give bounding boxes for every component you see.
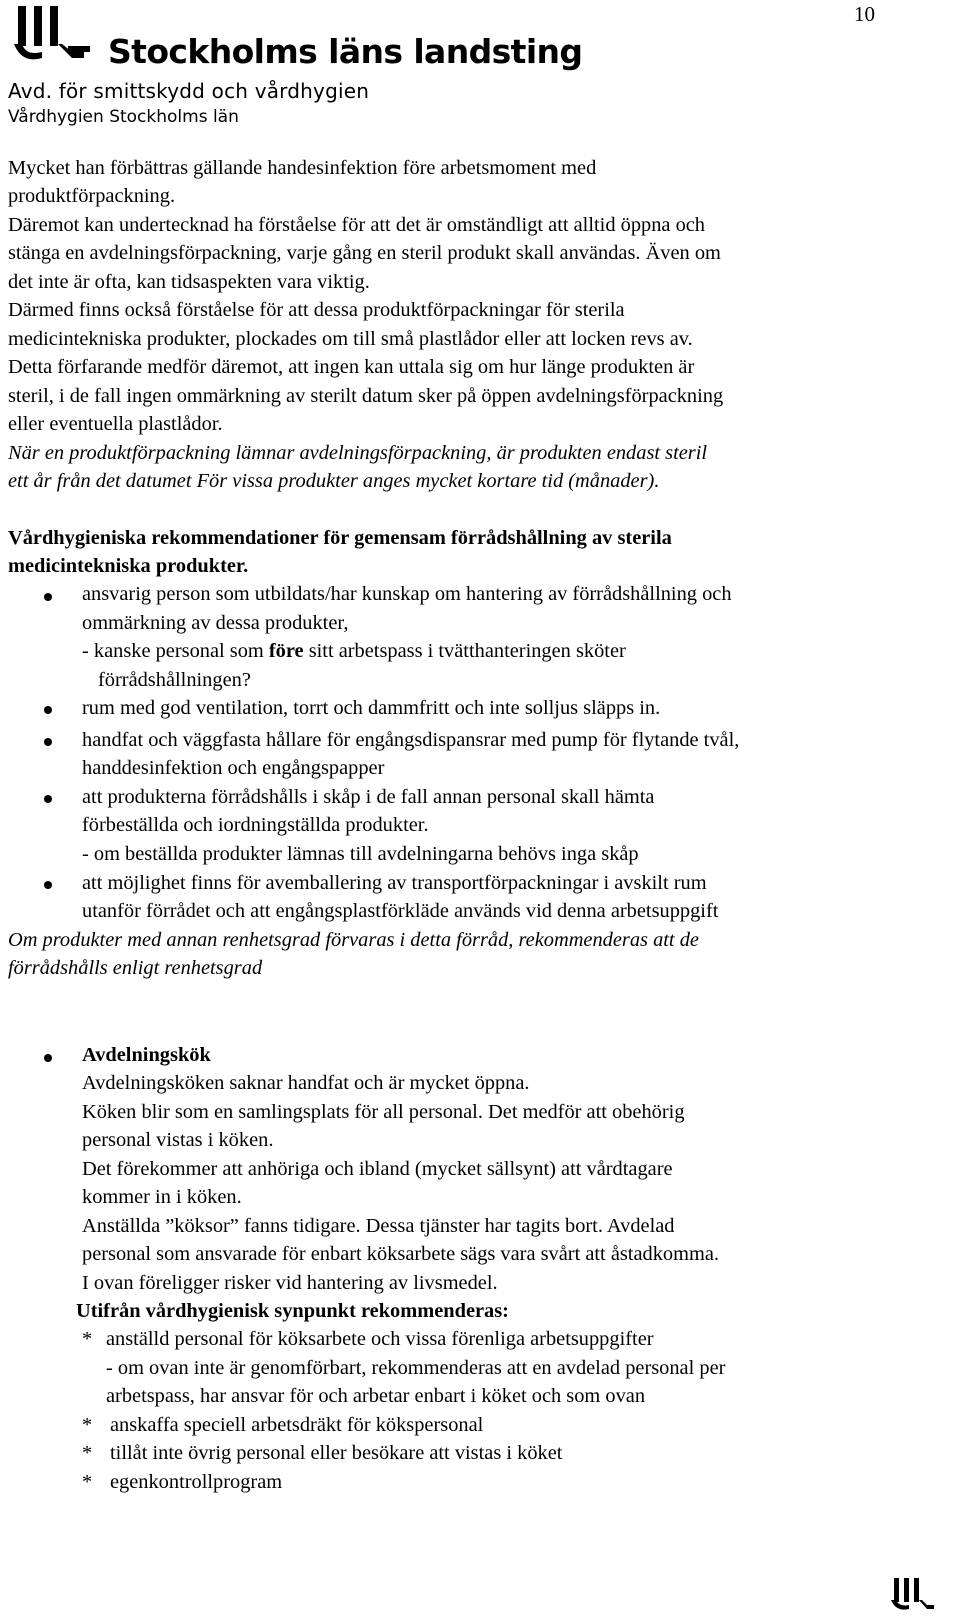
kitchen-recommendation: egenkontrollprogram: [110, 1471, 283, 1493]
intro-line: steril, i de fall ingen ommärkning av sterilt datum sker på öppen avdelningsförpackning: [8, 385, 724, 407]
bullet-icon: [44, 1054, 52, 1062]
star-marker: *: [82, 1442, 93, 1464]
intro-line: Mycket han förbättras gällande handesinfektion före arbetsmoment med: [8, 157, 597, 179]
intro-line: produktförpackning.: [8, 185, 176, 207]
intro-italic-line: ett år från det datumet För vissa produkter anges mycket kortare tid (månader).: [8, 470, 660, 492]
sub-text-bold: före: [268, 640, 304, 662]
recommendations-heading-cont: medicintekniska produkter.: [8, 555, 249, 577]
recommendations-heading: Vårdhygieniska rekommendationer för gemensam förrådshållning av sterila: [8, 527, 672, 549]
kitchen-recommend-heading: Utifrån vårdhygienisk synpunkt rekommenderas:: [76, 1300, 509, 1322]
kitchen-title: Avdelningskök: [82, 1044, 211, 1066]
intro-line: Däremot kan undertecknad ha förståelse för att det är omständligt att alltid öppna och: [8, 214, 706, 236]
bullet-sub-text: förrådshållningen?: [98, 669, 251, 691]
sll-logo-icon: [12, 0, 583, 72]
intro-line: Därmed finns också förståelse för att dessa produktförpackningar för sterila: [8, 299, 625, 321]
sub-text-pre: - kanske personal som: [82, 640, 269, 662]
kitchen-recommendation-sub: arbetspass, har ansvar för och arbetar enbart i köket och som ovan: [106, 1385, 646, 1407]
bullet-sub-text: - om beställda produkter lämnas till avdelningarna behövs inga skåp: [82, 843, 639, 865]
italic-note: förrådshålls enligt renhetsgrad: [8, 957, 263, 979]
bullet-text: att produkterna förrådshålls i skåp i de fall annan personal skall hämta: [82, 786, 655, 808]
bullet-icon: [44, 706, 52, 714]
footer-logo-icon: [890, 1576, 934, 1619]
unit-name: Vårdhygien Stockholms län: [8, 107, 239, 127]
bullet-icon: [44, 593, 52, 601]
bullet-text: utanför förrådet och att engångsplastförkläde används vid denna arbetsuppgift: [82, 900, 719, 922]
sll-logo: [12, 0, 583, 77]
page-number: 10: [854, 2, 875, 26]
kitchen-line: Det förekommer att anhöriga och ibland (mycket sällsynt) att vårdtagare: [82, 1158, 673, 1180]
svg-text:Stockholms läns landsting: Stockholms läns landsting: [108, 32, 583, 71]
bullet-text: ansvarig person som utbildats/har kunskap om hantering av förrådshållning och: [82, 583, 732, 605]
intro-line: stänga en avdelningsförpackning, varje gång en steril produkt skall användas. Även om: [8, 242, 721, 264]
kitchen-recommendation: anskaffa speciell arbetsdräkt för kökspersonal: [110, 1414, 484, 1436]
bullet-text: ommärkning av dessa produkter,: [82, 612, 349, 634]
intro-italic-line: När en produktförpackning lämnar avdelningsförpackning, är produkten endast steril: [8, 442, 708, 464]
bullet-text: att möjlighet finns för avemballering av transportförpackningar i avskilt rum: [82, 872, 707, 894]
italic-note: Om produkter med annan renhetsgrad förvaras i detta förråd, rekommenderas att de: [8, 929, 699, 951]
sub-text-post: sitt arbetspass i tvätthanteringen sköter: [303, 640, 626, 662]
kitchen-line: Avdelningsköken saknar handfat och är mycket öppna.: [82, 1072, 530, 1094]
star-marker: *: [82, 1414, 93, 1436]
intro-line: medicintekniska produkter, plockades om till små plastlådor eller att locken revs av.: [8, 328, 693, 350]
intro-line: det inte är ofta, kan tidsaspekten vara viktig.: [8, 271, 370, 293]
department-name: Avd. för smittskydd och vårdhygien: [8, 79, 370, 103]
bullet-icon: [44, 795, 52, 803]
kitchen-line: Köken blir som en samlingsplats för all personal. Det medför att obehörig: [82, 1101, 685, 1123]
intro-line: Detta förfarande medför däremot, att ingen kan uttala sig om hur länge produkten är: [8, 356, 695, 378]
star-marker: *: [82, 1328, 93, 1350]
star-marker: *: [82, 1471, 93, 1493]
kitchen-line: kommer in i köken.: [82, 1186, 242, 1208]
kitchen-line: personal vistas i köken.: [82, 1129, 274, 1151]
kitchen-recommendation: tillåt inte övrig personal eller besökare att vistas i köket: [110, 1442, 563, 1464]
kitchen-recommendation-sub: - om ovan inte är genomförbart, rekommenderas att en avdelad personal per: [106, 1357, 726, 1379]
kitchen-line: Anställda ”köksor” fanns tidigare. Dessa tjänster har tagits bort. Avdelad: [82, 1215, 675, 1237]
bullet-text: förbeställda och iordningställda produkter.: [82, 814, 429, 836]
bullet-icon: [44, 881, 52, 889]
bullet-icon: [44, 738, 52, 746]
bullet-text: rum med god ventilation, torrt och dammfritt och inte solljus släpps in.: [82, 697, 661, 719]
kitchen-line: I ovan föreligger risker vid hantering av livsmedel.: [82, 1272, 498, 1294]
kitchen-line: personal som ansvarade för enbart köksarbete sägs vara svårt att åstadkomma.: [82, 1243, 719, 1265]
bullet-text: handdesinfektion och engångspapper: [82, 757, 385, 779]
intro-line: eller eventuella plastlådor.: [8, 413, 223, 435]
kitchen-recommendation: anställd personal för köksarbete och vissa förenliga arbetsuppgifter: [106, 1328, 654, 1350]
bullet-text: handfat och väggfasta hållare för engångsdispansrar med pump för flytande tvål,: [82, 729, 740, 751]
bullet-sub-text: [82, 637, 626, 666]
